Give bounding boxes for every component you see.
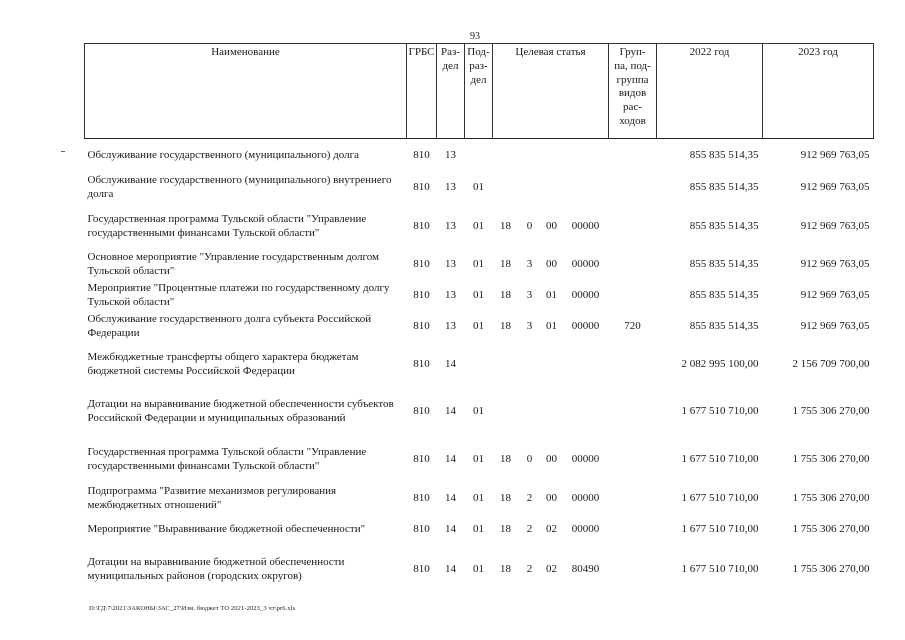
row-target-code: 00000 xyxy=(571,219,600,232)
budget-table xyxy=(84,43,874,595)
header-2023: 2023 год xyxy=(763,44,874,139)
row-target-program: 18 xyxy=(500,562,511,575)
row-podrazdel: 01 xyxy=(473,404,484,417)
row-razdel: 13 xyxy=(445,148,456,161)
row-target-event: 01 xyxy=(546,289,557,302)
table-row xyxy=(85,139,874,173)
row-podrazdel: 01 xyxy=(473,491,484,504)
table-row xyxy=(85,387,874,437)
row-group xyxy=(609,250,657,281)
table-row xyxy=(85,545,874,595)
row-2023: 1 755 306 270,00 xyxy=(792,404,870,417)
row-2022: 1 677 510 710,00 xyxy=(681,522,759,535)
row-target-program xyxy=(493,387,519,437)
row-target-code: 00000 xyxy=(571,452,600,465)
row-grbs: 810 xyxy=(413,320,430,333)
row-target-subprogram: 0 xyxy=(526,452,533,465)
row-target-program: 18 xyxy=(500,258,511,271)
row-2022: 1 677 510 710,00 xyxy=(681,491,759,504)
table-row xyxy=(85,250,874,281)
table-row xyxy=(85,173,874,204)
row-target-program: 18 xyxy=(500,452,511,465)
row-name: Дотации на выравнивание бюджетной обеспеченности муниципальных районов (городских округов) xyxy=(87,555,345,582)
row-podrazdel: 01 xyxy=(473,219,484,232)
row-grbs: 810 xyxy=(413,491,430,504)
header-group: Груп- па, под- группа видов рас- ходов xyxy=(609,44,657,139)
row-name: Мероприятие "Выравнивание бюджетной обеспеченности" xyxy=(87,522,366,535)
row-target-program: 18 xyxy=(500,320,511,333)
row-grbs: 810 xyxy=(413,289,430,302)
row-target-subprogram xyxy=(519,173,541,204)
row-2023: 912 969 763,05 xyxy=(800,181,870,194)
file-path-footer: D:\ГД\7\2021\ЗАКОНЫ\ЗАС_27\Изм. бюджет ТО 2021-2023_3 чт\pr6.xls xyxy=(89,605,296,612)
row-2022: 855 835 514,35 xyxy=(689,289,759,302)
row-group xyxy=(609,483,657,515)
row-razdel: 14 xyxy=(445,404,456,417)
table-row xyxy=(85,312,874,343)
table-header xyxy=(85,44,874,139)
table-row xyxy=(85,204,874,250)
header-podrazdel: Под- раз- дел xyxy=(465,44,493,139)
row-2022: 855 835 514,35 xyxy=(689,258,759,271)
row-razdel: 13 xyxy=(445,219,456,232)
row-target-event: 00 xyxy=(546,452,557,465)
row-target-event: 01 xyxy=(546,320,557,333)
row-target-code xyxy=(563,139,609,173)
row-2023: 1 755 306 270,00 xyxy=(792,491,870,504)
row-2023: 912 969 763,05 xyxy=(800,219,870,232)
table-row xyxy=(85,281,874,312)
row-target-program xyxy=(493,139,519,173)
row-2023: 1 755 306 270,00 xyxy=(792,562,870,575)
table-row xyxy=(85,515,874,545)
row-target-code: 00000 xyxy=(571,258,600,271)
row-name: Межбюджетные трансферты общего характера бюджетам бюджетной системы Российской Федерации xyxy=(87,350,359,377)
row-group: 720 xyxy=(624,320,641,333)
row-target-event: 02 xyxy=(546,522,557,535)
row-razdel: 14 xyxy=(445,357,456,370)
row-group xyxy=(609,437,657,483)
table-row xyxy=(85,343,874,387)
row-grbs: 810 xyxy=(413,522,430,535)
row-target-code: 00000 xyxy=(571,491,600,504)
row-target-event xyxy=(541,343,563,387)
row-grbs: 810 xyxy=(413,562,430,575)
row-podrazdel: 01 xyxy=(473,522,484,535)
row-group xyxy=(609,281,657,312)
row-name: Основное мероприятие "Управление государственным долгом Тульской области" xyxy=(87,251,380,277)
row-target-program: 18 xyxy=(500,491,511,504)
row-name: Обслуживание государственного долга субъекта Российской Федерации xyxy=(87,313,372,339)
header-name: Наименование xyxy=(85,44,407,139)
row-name: Государственная программа Тульской области "Управление государственными финансами Тульской области" xyxy=(87,445,367,472)
row-target-program: 18 xyxy=(500,219,511,232)
header-target: Целевая статья xyxy=(493,44,609,139)
row-target-code: 00000 xyxy=(571,289,600,302)
row-target-code: 00000 xyxy=(571,522,600,535)
row-podrazdel: 01 xyxy=(473,562,484,575)
row-razdel: 14 xyxy=(445,491,456,504)
row-target-program: 18 xyxy=(500,522,511,535)
table-row xyxy=(85,437,874,483)
row-target-code xyxy=(563,343,609,387)
row-target-code xyxy=(563,173,609,204)
row-target-program xyxy=(493,173,519,204)
row-target-event: 02 xyxy=(546,562,557,575)
row-2023: 1 755 306 270,00 xyxy=(792,522,870,535)
row-razdel: 14 xyxy=(445,452,456,465)
row-grbs: 810 xyxy=(413,452,430,465)
row-target-subprogram: 2 xyxy=(526,522,533,535)
row-target-program xyxy=(493,343,519,387)
row-2022: 2 082 995 100,00 xyxy=(681,357,759,370)
row-grbs: 810 xyxy=(413,258,430,271)
row-razdel: 13 xyxy=(445,289,456,302)
header-2022: 2022 год xyxy=(657,44,763,139)
page-number: 93 xyxy=(470,31,480,42)
row-name: Обслуживание государственного (муниципального) долга xyxy=(87,148,360,161)
table-row xyxy=(85,483,874,515)
row-2023: 912 969 763,05 xyxy=(800,289,870,302)
row-name: Обслуживание государственного (муниципального) внутреннего долга xyxy=(87,174,392,200)
row-razdel: 14 xyxy=(445,562,456,575)
row-2023: 912 969 763,05 xyxy=(800,148,870,161)
row-podrazdel: 01 xyxy=(473,181,484,194)
row-target-code xyxy=(563,387,609,437)
row-razdel: 13 xyxy=(445,181,456,194)
row-podrazdel: 01 xyxy=(473,452,484,465)
row-target-program: 18 xyxy=(500,289,511,302)
row-razdel: 14 xyxy=(445,522,456,535)
row-podrazdel: 01 xyxy=(473,258,484,271)
row-2023: 912 969 763,05 xyxy=(800,258,870,271)
row-target-subprogram xyxy=(519,139,541,173)
row-target-event xyxy=(541,139,563,173)
row-group xyxy=(609,139,657,173)
row-2023: 1 755 306 270,00 xyxy=(792,452,870,465)
row-grbs: 810 xyxy=(413,357,430,370)
row-2022: 855 835 514,35 xyxy=(689,320,759,333)
row-name: Дотации на выравнивание бюджетной обеспеченности субъектов Российской Федерации и муниципальных образований xyxy=(87,397,394,424)
row-grbs: 810 xyxy=(413,404,430,417)
row-podrazdel xyxy=(465,139,493,173)
row-target-subprogram xyxy=(519,387,541,437)
header-razdel: Раз- дел xyxy=(437,44,465,139)
row-target-event: 00 xyxy=(546,219,557,232)
margin-mark xyxy=(61,151,65,152)
row-name: Подпрограмма "Развитие механизмов регулирования межбюджетных отношений" xyxy=(87,484,337,511)
row-2022: 855 835 514,35 xyxy=(689,181,759,194)
row-target-subprogram: 2 xyxy=(526,491,533,504)
row-2023: 2 156 709 700,00 xyxy=(792,357,870,370)
row-target-subprogram: 3 xyxy=(526,320,533,333)
row-target-subprogram: 2 xyxy=(526,562,533,575)
row-2022: 1 677 510 710,00 xyxy=(681,452,759,465)
row-grbs: 810 xyxy=(413,181,430,194)
header-grbs: ГРБС xyxy=(407,44,437,139)
row-target-event: 00 xyxy=(546,491,557,504)
row-target-subprogram: 3 xyxy=(526,258,533,271)
row-grbs: 810 xyxy=(413,219,430,232)
row-2022: 1 677 510 710,00 xyxy=(681,562,759,575)
row-podrazdel: 01 xyxy=(473,320,484,333)
row-2022: 1 677 510 710,00 xyxy=(681,404,759,417)
row-target-code: 00000 xyxy=(571,320,600,333)
row-podrazdel: 01 xyxy=(473,289,484,302)
row-name: Мероприятие "Процентные платежи по государственному долгу Тульской области" xyxy=(87,282,390,308)
row-target-event: 00 xyxy=(546,258,557,271)
row-group xyxy=(609,173,657,204)
row-group xyxy=(609,387,657,437)
row-razdel: 13 xyxy=(445,258,456,271)
row-target-code: 80490 xyxy=(571,562,600,575)
row-target-subprogram: 3 xyxy=(526,289,533,302)
row-razdel: 13 xyxy=(445,320,456,333)
row-2023: 912 969 763,05 xyxy=(800,320,870,333)
row-target-subprogram: 0 xyxy=(526,219,533,232)
row-grbs: 810 xyxy=(413,148,430,161)
row-target-subprogram xyxy=(519,343,541,387)
row-2022: 855 835 514,35 xyxy=(689,219,759,232)
row-podrazdel xyxy=(465,343,493,387)
row-name: Государственная программа Тульской области "Управление государственными финансами Тульской области" xyxy=(87,212,367,239)
row-2022: 855 835 514,35 xyxy=(689,148,759,161)
table-body xyxy=(85,139,874,595)
row-group xyxy=(609,343,657,387)
row-target-event xyxy=(541,173,563,204)
row-group xyxy=(609,545,657,595)
row-target-event xyxy=(541,387,563,437)
row-group xyxy=(609,515,657,545)
row-group xyxy=(609,204,657,250)
